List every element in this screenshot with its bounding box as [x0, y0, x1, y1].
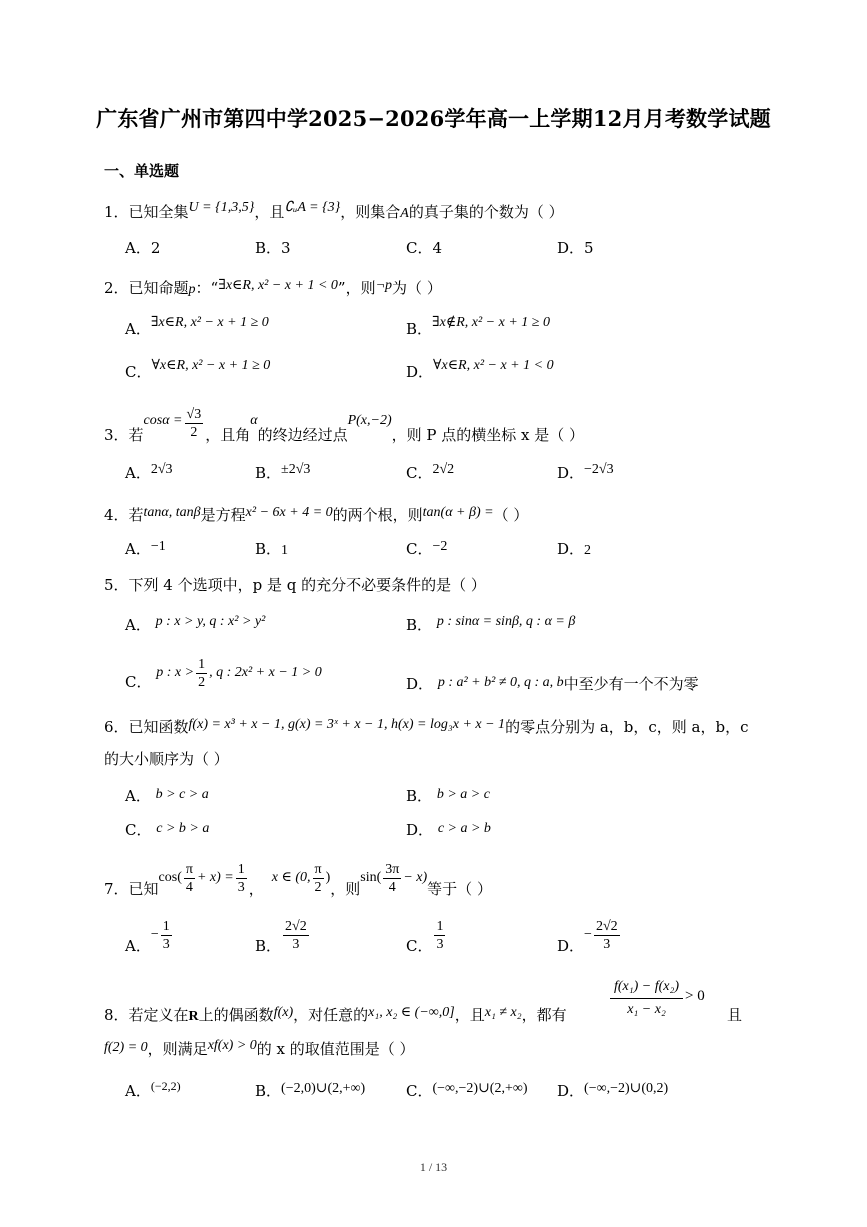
- q7-one: 1: [237, 861, 245, 877]
- q7-b-den: 3: [292, 936, 300, 952]
- q4-mid2: 的两个根，则: [332, 506, 423, 524]
- q7-d-den: 3: [603, 936, 611, 952]
- q2-var: p: [188, 282, 196, 297]
- q2-label-d: D．: [406, 363, 434, 381]
- q3-lhs: cosα =: [143, 413, 183, 428]
- q7-frac-pi2: [313, 861, 324, 896]
- q4-option-c: [406, 538, 447, 562]
- q1-pre: 1．已知全集: [104, 203, 189, 221]
- q4-expr3: tan(α + β) =: [422, 505, 494, 520]
- q7-three: 3: [237, 879, 245, 895]
- q7-mid: ，则: [330, 880, 361, 898]
- q7-sin-pre: sin(: [360, 870, 382, 885]
- q8-fraction: [610, 976, 683, 1021]
- q2-expr: ∃x∈R, x² − x + 1 < 0: [218, 278, 338, 293]
- q6-option-c-expr: c > b > a: [156, 821, 210, 836]
- q6-option-d: [406, 819, 491, 843]
- q3-alpha: α: [250, 413, 258, 428]
- q2-mid: ”，则: [337, 279, 376, 297]
- q7-two: 2: [314, 879, 322, 895]
- q2-option-c-expr: ∀x∈R, x² − x + 1 ≥ 0: [151, 358, 271, 373]
- q4-pre: 4．若: [104, 506, 144, 524]
- q3-option-b: [255, 462, 310, 486]
- section-heading: 一、单选题: [104, 162, 180, 180]
- q3-fraction: [185, 406, 204, 441]
- q7-c-num: 1: [436, 918, 444, 934]
- q7-option-a-sign: −: [150, 927, 159, 942]
- q7-four2: 4: [388, 879, 396, 895]
- q7-cos-pre: cos(: [158, 870, 182, 885]
- q5-label-b: B．: [406, 616, 433, 634]
- q4-option-d-expr: 2: [584, 543, 592, 558]
- q7-frac-3pi4: [383, 861, 401, 896]
- q8-frac-num: f(x₁) − f(x₂): [610, 976, 683, 999]
- q8-mid: 上的偶函数: [198, 1006, 274, 1024]
- q8-line2-tail: 的 x 的取值范围是（ ）: [256, 1040, 415, 1058]
- q8-option-a: [125, 1080, 181, 1103]
- q7-range-post: ): [325, 870, 331, 885]
- q6-expr: f(x) = x³ + x − 1, g(x) = 3ˣ + x − 1, h(x) = log₃x + x − 1: [188, 717, 506, 732]
- q3-label-a: A．: [125, 464, 151, 482]
- question-3: [104, 400, 584, 446]
- q7-frac-pi4: [184, 861, 195, 896]
- q7-sin-post: − x): [403, 870, 428, 885]
- q8-R: R: [188, 1009, 199, 1024]
- q8-line2-mid: ，则满足: [147, 1040, 208, 1058]
- q8-label-b: B．: [255, 1082, 282, 1100]
- q7-a-num: 1: [162, 918, 170, 934]
- q5-option-c-frac: [196, 656, 207, 691]
- q3-label-b: B．: [255, 464, 282, 482]
- q8-label-c: C．: [406, 1082, 433, 1100]
- q2-option-b: [406, 315, 550, 342]
- q3-point: P(x,−2): [347, 413, 392, 428]
- q5-option-c-pre: p : x >: [156, 665, 195, 680]
- q8-mid3: ，且: [454, 1006, 485, 1024]
- question-1: [104, 201, 564, 225]
- q7-option-b: [255, 913, 311, 957]
- q7-pre: 7．已知: [104, 880, 159, 898]
- q3-option-b-expr: ±2√3: [281, 462, 311, 477]
- q5-option-c: [125, 653, 322, 693]
- question-8: [104, 1004, 567, 1028]
- q5-label-d: D．: [406, 675, 434, 693]
- q8-expr2: x₁ ≠ x₂: [484, 1005, 522, 1020]
- q3-tail: ，则 P 点的横坐标 x 是（ ）: [391, 426, 585, 444]
- q3-mid2: 的终边经过点: [257, 426, 348, 444]
- q2-pre: 2．已知命题: [104, 279, 189, 297]
- q4-option-a-expr: −1: [150, 539, 166, 554]
- q6-pre: 6．已知函数: [104, 718, 189, 736]
- q8-option-a-expr: (−2,2): [150, 1079, 181, 1093]
- q3-pre: 3．若: [104, 426, 144, 444]
- q3-option-a-expr: 2√3: [150, 462, 173, 477]
- q3-option-c-expr: 2√2: [432, 462, 455, 477]
- q8-fx: f(x): [273, 1005, 294, 1020]
- q5-option-d: [406, 673, 699, 697]
- q8-option-c: [406, 1080, 528, 1104]
- q2-colon: ：“: [195, 279, 219, 297]
- q7-option-c-frac: [434, 918, 445, 953]
- question-6: [104, 716, 749, 740]
- q7-c-den: 3: [436, 936, 444, 952]
- q6-label-c: C．: [125, 821, 152, 839]
- q4-option-c-expr: −2: [432, 539, 448, 554]
- q5-c-num: 1: [198, 656, 206, 672]
- q4-option-a: [125, 538, 166, 562]
- q1-expr1: U = {1,3,5}: [188, 200, 255, 215]
- q8-frac-den: x₁ − x₂: [627, 1002, 666, 1017]
- q8-label-d: D．: [557, 1082, 585, 1100]
- q4-option-d: [557, 538, 591, 562]
- q2-label-b: B．: [406, 320, 433, 338]
- q5-option-a: [125, 614, 265, 638]
- q3-mid: ，且角: [205, 426, 251, 444]
- q5-option-b-expr: p : sinα = sinβ, q : α = β: [436, 614, 576, 629]
- q6-option-b: [406, 785, 490, 809]
- q2-option-c: [125, 358, 271, 385]
- question-6-line2: 的大小顺序为（ ）: [104, 750, 229, 768]
- q7-option-d-sign: −: [584, 927, 592, 942]
- q6-label-a: A．: [125, 787, 151, 805]
- q2-option-a-expr: ∃x∈R, x² − x + 1 ≥ 0: [150, 315, 269, 330]
- q7-option-d: [557, 913, 622, 957]
- q7-option-b-frac: [283, 918, 309, 953]
- q2-option-d: [406, 358, 554, 385]
- q4-option-b-expr: 1: [281, 543, 289, 558]
- q5-option-a-expr: p : x > y, q : x² > y²: [155, 614, 266, 629]
- q4-mid: 是方程: [200, 506, 246, 524]
- q8-expr1: x₁, x₂ ∈ (−∞,0]: [368, 1005, 455, 1020]
- q4-option-b: [255, 538, 288, 562]
- q8-label-a: A．: [125, 1082, 151, 1100]
- q5-label-c: C．: [125, 673, 152, 691]
- q5-option-d-expr: p : a² + b² ≠ 0, q : a, b: [437, 675, 564, 690]
- q7-option-a: [125, 913, 174, 957]
- q6-option-c: [125, 819, 209, 843]
- q1-post: ，则集合: [340, 203, 401, 221]
- q6-option-d-expr: c > a > b: [437, 821, 491, 836]
- q3-option-d-expr: −2√3: [584, 462, 614, 477]
- q5-c-den: 2: [198, 674, 206, 690]
- q2-neg: ¬p: [375, 278, 393, 293]
- q5-option-d-text: 中至少有一个不为零: [563, 675, 699, 693]
- q1-option-a: A．2: [125, 239, 161, 257]
- q4-label-c: C．: [406, 540, 433, 558]
- q4-expr1: tanα, tanβ: [143, 505, 201, 520]
- q3-option-c: [406, 462, 454, 486]
- q6-option-b-expr: b > a > c: [436, 787, 490, 802]
- q8-option-b-expr: (−2,0)∪(2,+∞): [281, 1081, 366, 1096]
- q4-label-a: A．: [125, 540, 151, 558]
- q8-option-d: [557, 1080, 668, 1104]
- q8-option-d-expr: (−∞,−2)∪(0,2): [584, 1081, 669, 1096]
- q7-label-a: A．: [125, 937, 151, 955]
- q3-label-d: D．: [557, 464, 585, 482]
- q3-option-a: [125, 462, 173, 486]
- question-2: [104, 277, 442, 301]
- q5-option-b: [406, 614, 575, 638]
- q7-range-pre: x ∈ (0,: [271, 870, 311, 885]
- question-5: 5．下列 4 个选项中，p 是 q 的充分不必要条件的是（ ）: [104, 576, 486, 594]
- q6-tail: 的零点分别为 a，b，c，则 a，b，c: [505, 718, 749, 736]
- q1-option-b: B．3: [255, 239, 291, 257]
- q8-line2-expr: f(2) = 0: [104, 1040, 148, 1055]
- q7-label-d: D．: [557, 937, 585, 955]
- q3-frac-den: 2: [190, 424, 198, 440]
- q8-mid2: ，对任意的: [293, 1006, 369, 1024]
- q2-option-b-expr: ∃x∉R, x² − x + 1 ≥ 0: [432, 315, 550, 330]
- q7-tail: 等于（ ）: [427, 880, 492, 898]
- q7-b-num: 2√2: [285, 918, 307, 934]
- q8-mid4: ，都有: [521, 1006, 567, 1024]
- q6-label-d: D．: [406, 821, 434, 839]
- question-7: [104, 856, 492, 900]
- q7-option-d-frac: [594, 918, 620, 953]
- q1-var: A: [400, 206, 409, 221]
- q7-comma: ，: [248, 880, 264, 898]
- q1-option-d: D．5: [557, 239, 594, 257]
- q7-option-c: [406, 913, 447, 957]
- q2-option-a: [125, 315, 269, 342]
- q5-label-a: A．: [125, 616, 151, 634]
- q8-option-c-expr: (−∞,−2)∪(2,+∞): [432, 1081, 528, 1096]
- q8-option-b: [255, 1080, 365, 1104]
- q6-option-a: [125, 785, 209, 809]
- q7-option-a-frac: [161, 918, 172, 953]
- page-number: 1 / 13: [419, 1160, 448, 1174]
- q4-expr2: x² − 6x + 4 = 0: [245, 505, 333, 520]
- q6-label-b: B．: [406, 787, 433, 805]
- q4-label-d: D．: [557, 540, 585, 558]
- q2-tail: 为（ ）: [392, 279, 442, 297]
- q8-condition: [608, 976, 705, 1021]
- q7-pi2: π: [314, 861, 322, 877]
- q1-option-c: C．4: [406, 239, 443, 257]
- q7-label-b: B．: [255, 937, 282, 955]
- q7-four: 4: [185, 879, 193, 895]
- q8-gt: > 0: [685, 988, 705, 1004]
- q7-d-num: 2√2: [595, 918, 618, 934]
- q7-label-c: C．: [406, 937, 433, 955]
- q8-line2-expr2: xf(x) > 0: [207, 1038, 257, 1053]
- q8-pre: 8．若定义在: [104, 1006, 189, 1024]
- q4-tail: （ ）: [493, 506, 529, 524]
- q3-frac-num: √3: [186, 406, 202, 422]
- q7-pi: π: [185, 861, 193, 877]
- q8-and: 且: [727, 1006, 743, 1024]
- q3-option-d: [557, 462, 614, 486]
- q7-threepi: 3π: [385, 861, 400, 877]
- q7-cos-post: + x) =: [196, 870, 234, 885]
- q3-label-c: C．: [406, 464, 433, 482]
- question-8-line2: [104, 1038, 415, 1062]
- q2-option-d-expr: ∀x∈R, x² − x + 1 < 0: [433, 358, 554, 373]
- q6-option-a-expr: b > c > a: [155, 787, 209, 802]
- q2-label-a: A．: [125, 320, 151, 338]
- q1-tail: 的真子集的个数为（ ）: [408, 203, 564, 221]
- q5-option-c-post: , q : 2x² + x − 1 > 0: [209, 665, 322, 680]
- q4-label-b: B．: [255, 540, 282, 558]
- q1-mid: ，且: [254, 203, 285, 221]
- q2-label-c: C．: [125, 363, 152, 381]
- page-title: 广东省广州市第四中学2025−2026学年高一上学期12月月考数学试题: [96, 106, 771, 131]
- q7-a-den: 3: [162, 936, 170, 952]
- question-4: [104, 504, 528, 528]
- q1-expr2: ∁ᵤA = {3}: [284, 200, 341, 215]
- q7-frac-13: [236, 861, 247, 896]
